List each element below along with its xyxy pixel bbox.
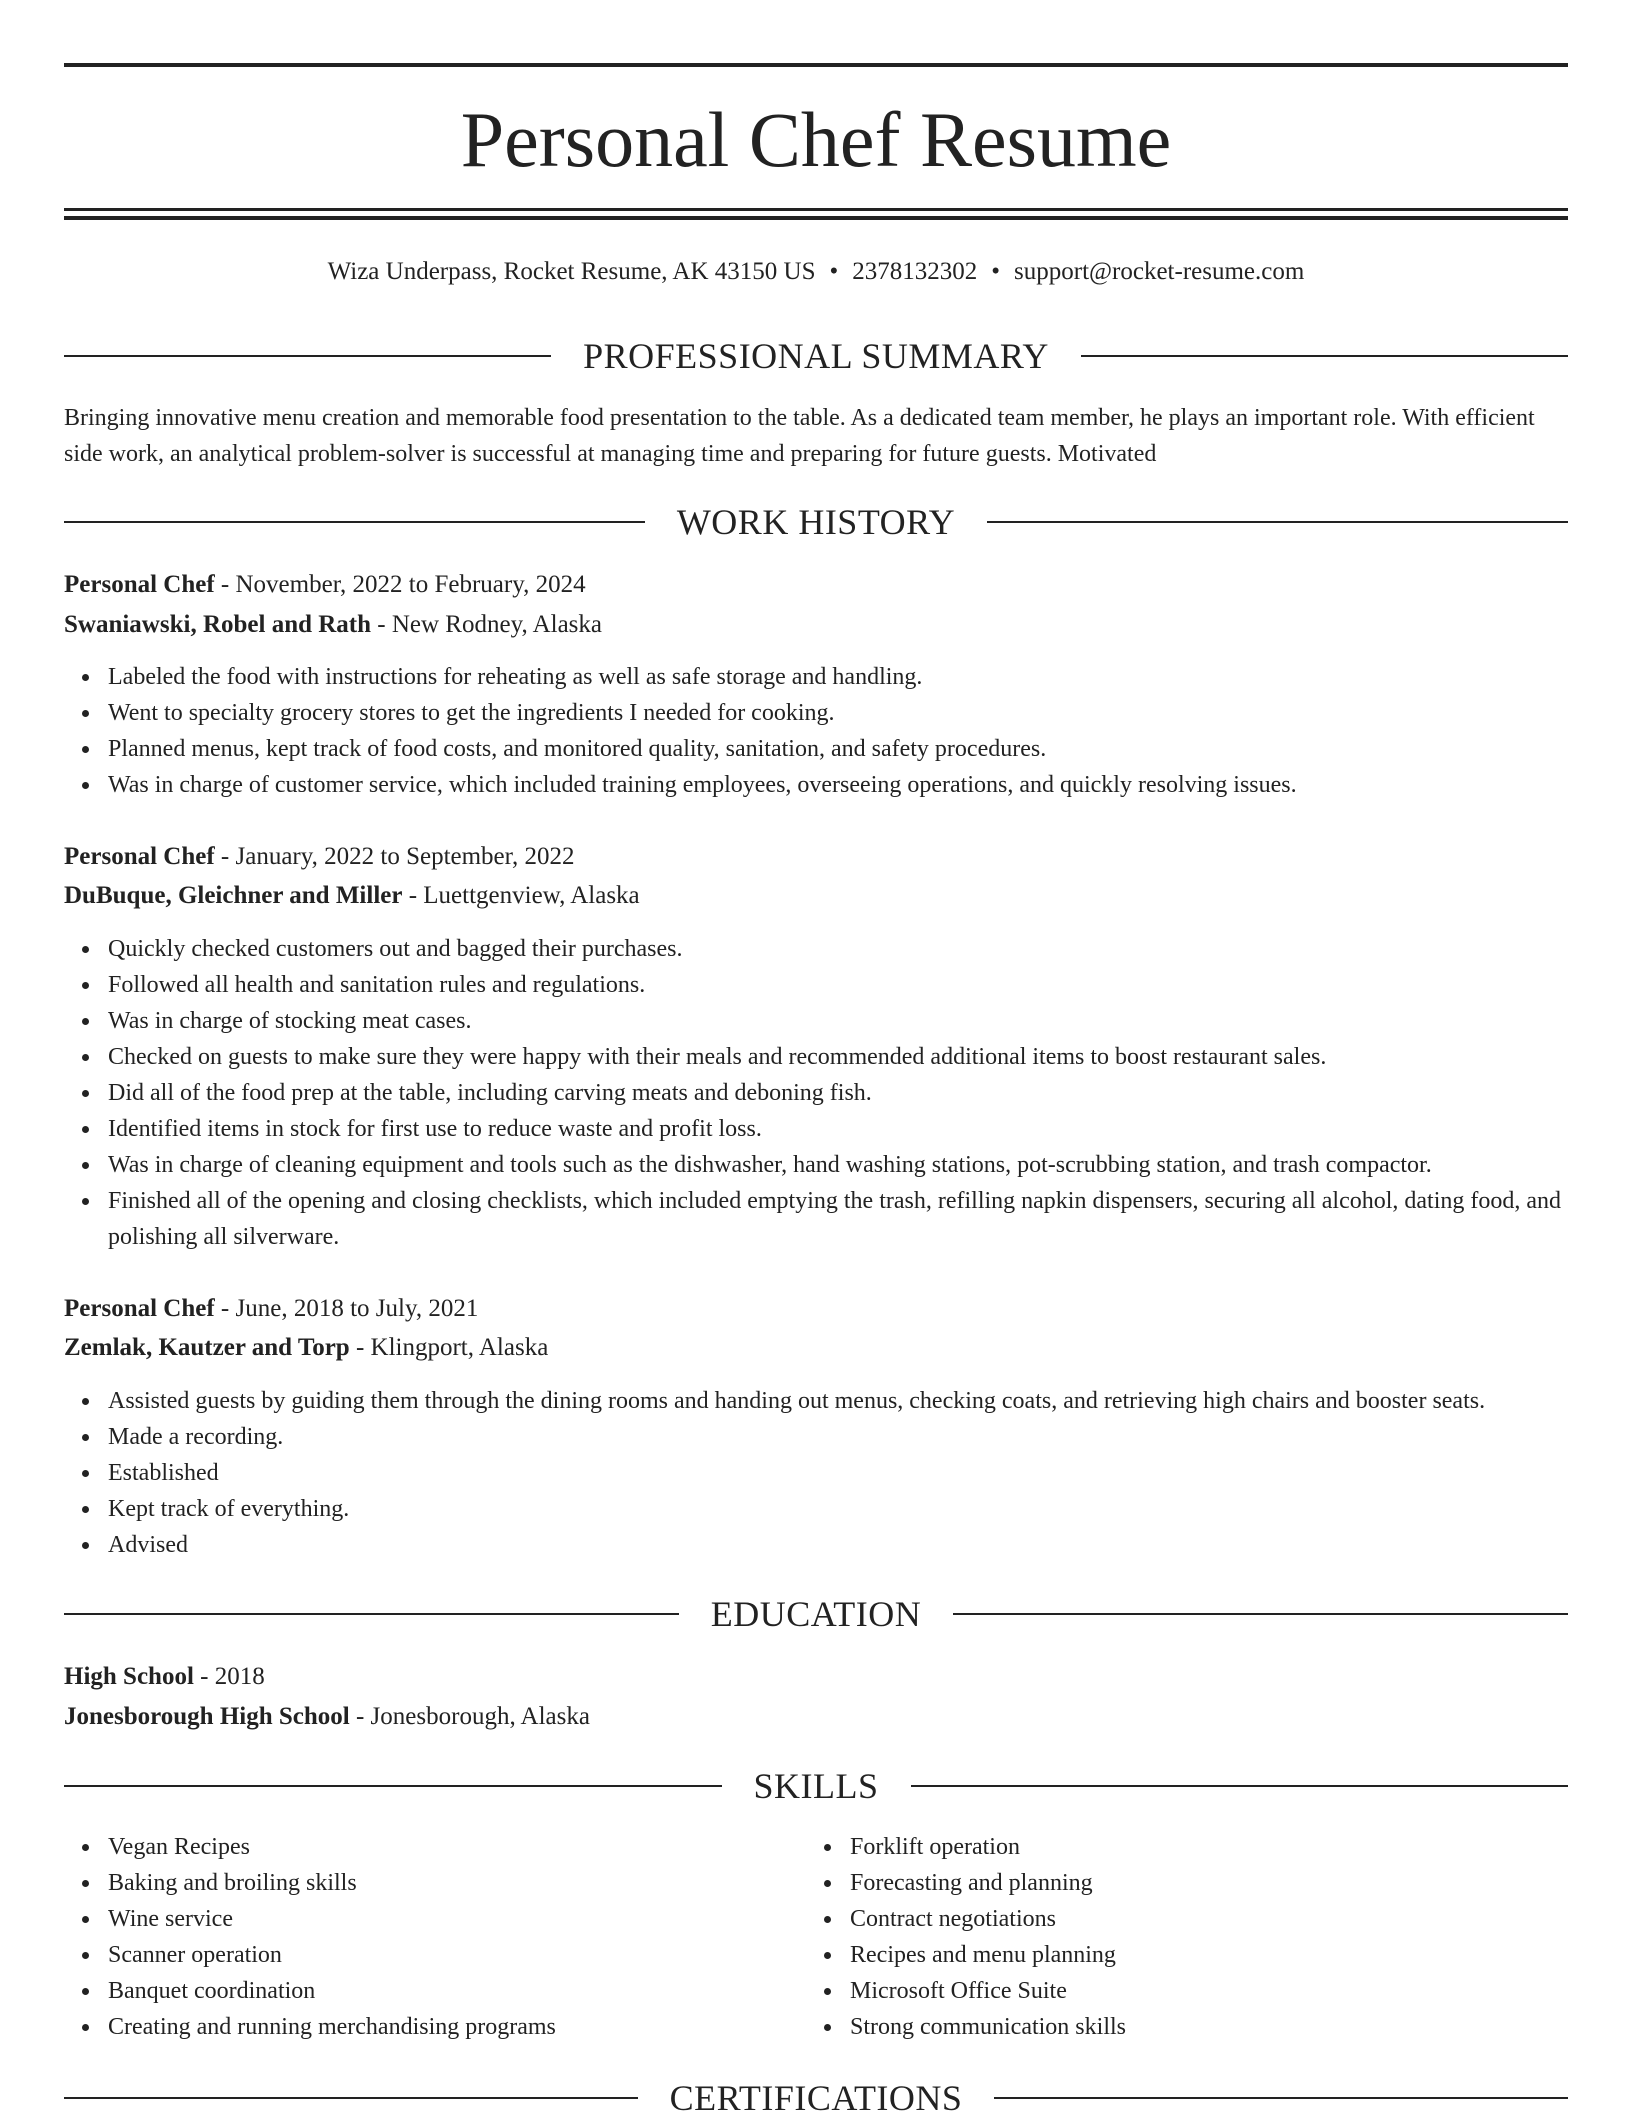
list-item: Labeled the food with instructions for reheating as well as safe storage and handling. <box>108 659 1612 695</box>
job-title-line <box>64 567 1568 603</box>
contact-line <box>64 254 1568 290</box>
job-title-line <box>64 839 1568 875</box>
list-item: Vegan Recipes <box>108 1829 808 1865</box>
list-item: Kept track of everything. <box>108 1491 1612 1527</box>
summary-text: Bringing innovative menu creation and memorable food presentation to the table. As a dedicated team member, he plays an important role. With efficient side work, an analytical problem-solver is successful at managing time and preparing for future guests. Motivated <box>64 405 1535 467</box>
job-company: Swaniawski, Robel and Rath <box>64 611 372 638</box>
section-heading-skills <box>64 1764 1568 1808</box>
heading-rule <box>64 521 645 523</box>
list-item: Banquet coordination <box>108 1973 808 2009</box>
job-dates: - January, 2022 to September, 2022 <box>214 843 575 870</box>
list-item: Went to specialty grocery stores to get the ingredients I needed for cooking. <box>108 695 1612 731</box>
list-item: Forecasting and planning <box>850 1865 1550 1901</box>
contact-separator: • <box>829 258 839 285</box>
list-item: Checked on guests to make sure they were happy with their meals and recommended additional items to boost restaurant sales. <box>108 1039 1612 1075</box>
heading-rule <box>64 1613 679 1615</box>
contact-address: Wiza Underpass, Rocket Resume, AK 43150 US <box>327 258 816 285</box>
list-item: Baking and broiling skills <box>108 1865 808 1901</box>
list-item: Advised <box>108 1527 1612 1563</box>
job-dates: - November, 2022 to February, 2024 <box>214 571 586 598</box>
list-item: Was in charge of cleaning equipment and tools such as the dishwasher, hand washing stations, pot-scrubbing station, and trash compactor. <box>108 1147 1612 1183</box>
list-item: Strong communication skills <box>850 2009 1550 2045</box>
section-heading-education <box>64 1592 1568 1636</box>
job-location: - New Rodney, Alaska <box>371 611 603 638</box>
job-duties-list <box>64 1383 1612 1563</box>
section-title: SKILLS <box>753 1766 879 1806</box>
list-item: Assisted guests by guiding them through the dining rooms and handing out menus, checking coats, and retrieving high chairs and booster seats. <box>108 1383 1612 1419</box>
education-year: - 2018 <box>193 1663 265 1690</box>
list-item: Recipes and menu planning <box>850 1937 1550 1973</box>
section-title: EDUCATION <box>710 1594 922 1634</box>
list-item: Forklift operation <box>850 1829 1550 1865</box>
list-item: Contract negotiations <box>850 1901 1550 1937</box>
job-title-line <box>64 1291 1568 1327</box>
skills-list-left <box>64 1829 808 2045</box>
title-rule-upper <box>64 208 1568 211</box>
list-item: Microsoft Office Suite <box>850 1973 1550 2009</box>
list-item: Quickly checked customers out and bagged their purchases. <box>108 931 1612 967</box>
job-company-line <box>64 607 1568 643</box>
job-title: Personal Chef <box>64 843 215 870</box>
job-duties-list <box>64 931 1612 1255</box>
heading-rule <box>953 1613 1568 1615</box>
page-title: Personal Chef Resume <box>460 96 1172 183</box>
list-item: Wine service <box>108 1901 808 1937</box>
education-degree-line <box>64 1659 1568 1695</box>
section-title: PROFESSIONAL SUMMARY <box>583 336 1049 376</box>
skills-list-right <box>806 1829 1550 2045</box>
job-title: Personal Chef <box>64 1295 215 1322</box>
job-duties-list <box>64 659 1612 803</box>
education-degree: High School <box>64 1663 194 1690</box>
section-heading-work <box>64 500 1568 544</box>
heading-rule <box>64 355 551 357</box>
list-item: Was in charge of customer service, which included training employees, overseeing operations, and quickly resolving issues. <box>108 767 1612 803</box>
job-dates: - June, 2018 to July, 2021 <box>214 1295 479 1322</box>
contact-email: support@rocket-resume.com <box>1014 258 1305 285</box>
heading-rule <box>64 1785 722 1787</box>
list-item: Planned menus, kept track of food costs, and monitored quality, sanitation, and safety procedures. <box>108 731 1612 767</box>
job-location: - Klingport, Alaska <box>349 1334 549 1361</box>
list-item: Did all of the food prep at the table, including carving meats and deboning fish. <box>108 1075 1612 1111</box>
list-item: Established <box>108 1455 1612 1491</box>
education-school-line <box>64 1699 1568 1735</box>
heading-rule <box>1081 355 1568 357</box>
list-item: Creating and running merchandising programs <box>108 2009 808 2045</box>
education-location: - Jonesborough, Alaska <box>349 1703 590 1730</box>
job-title: Personal Chef <box>64 571 215 598</box>
title-rule-lower <box>64 216 1568 220</box>
section-heading-summary <box>64 334 1568 378</box>
job-company-line <box>64 1330 1568 1366</box>
list-item: Finished all of the opening and closing checklists, which included emptying the trash, refilling napkin dispensers, securing all alcohol, dating food, and polishing all silverware. <box>108 1183 1612 1255</box>
heading-rule <box>987 521 1568 523</box>
job-company-line <box>64 878 1568 914</box>
job-company: Zemlak, Kautzer and Torp <box>64 1334 350 1361</box>
section-heading-certifications <box>64 2076 1568 2120</box>
section-title: WORK HISTORY <box>676 502 956 542</box>
contact-phone: 2378132302 <box>852 258 978 285</box>
heading-rule <box>64 2097 638 2099</box>
job-location: - Luettgenview, Alaska <box>402 882 640 909</box>
education-school: Jonesborough High School <box>64 1703 350 1730</box>
top-rule <box>64 63 1568 67</box>
list-item: Scanner operation <box>108 1937 808 1973</box>
job-company: DuBuque, Gleichner and Miller <box>64 882 403 909</box>
list-item: Was in charge of stocking meat cases. <box>108 1003 1612 1039</box>
list-item: Made a recording. <box>108 1419 1612 1455</box>
list-item: Followed all health and sanitation rules and regulations. <box>108 967 1612 1003</box>
heading-rule <box>994 2097 1568 2099</box>
contact-separator: • <box>991 258 1001 285</box>
heading-rule <box>911 1785 1569 1787</box>
list-item: Identified items in stock for first use to reduce waste and profit loss. <box>108 1111 1612 1147</box>
section-title: CERTIFICATIONS <box>669 2078 963 2118</box>
